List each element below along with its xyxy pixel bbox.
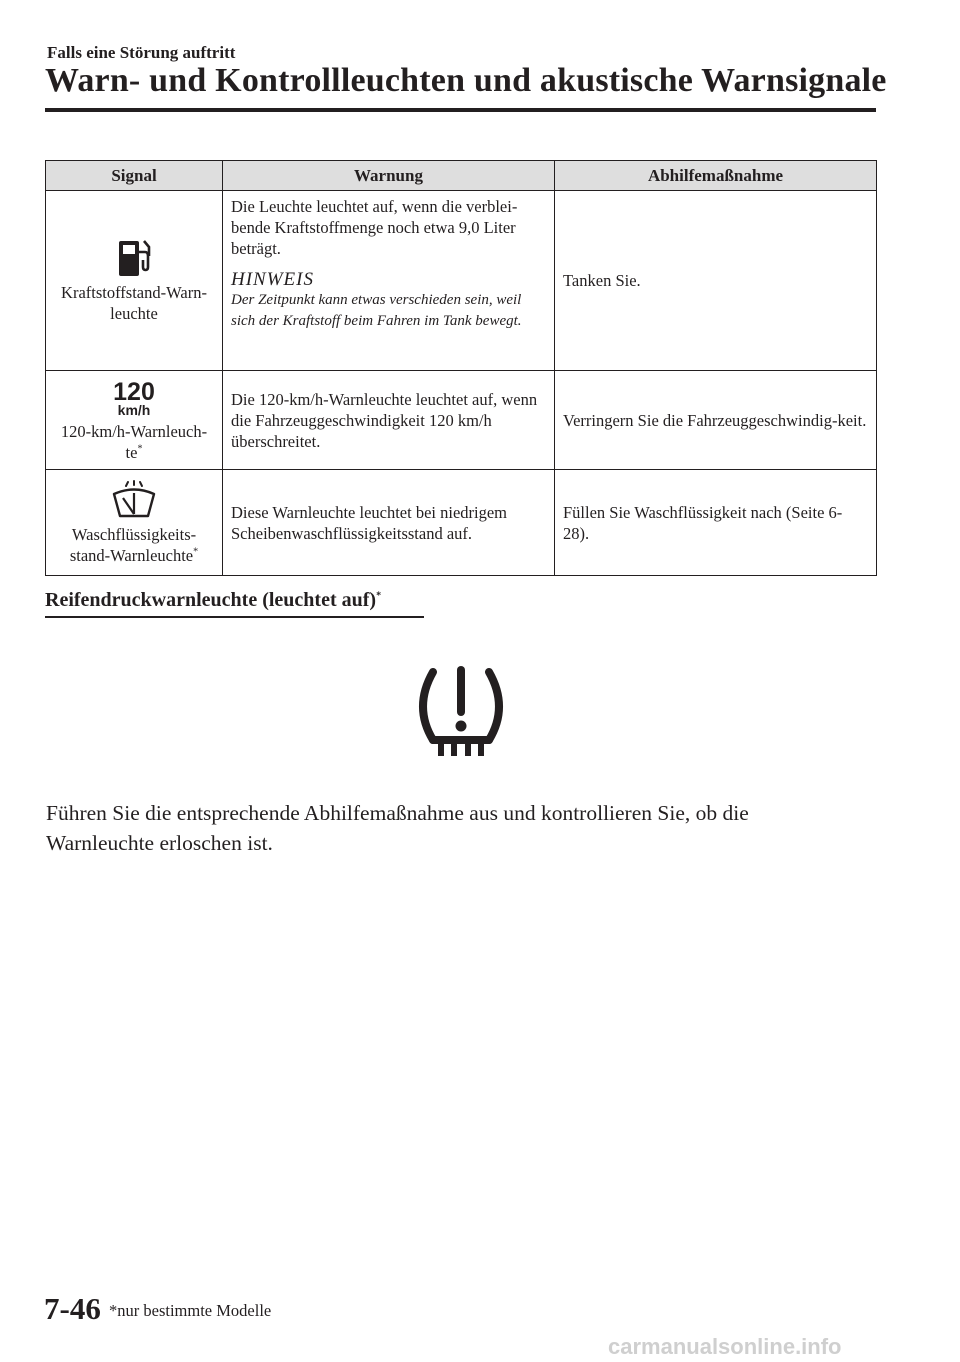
warning-cell bbox=[223, 470, 555, 576]
remedy-text: Füllen Sie Waschflüssigkeit nach (Seite 6-28). bbox=[563, 502, 843, 543]
column-header-remedy: Abhilfemaßnahme bbox=[555, 161, 877, 191]
page-title: Warn- und Kontrollleuchten und akustische Warnsignale bbox=[45, 62, 887, 99]
remedy-text: Tanken Sie. bbox=[563, 271, 641, 290]
tpms-instruction-text: Führen Sie die entsprechende Abhilfemaßnahme aus und kontrollieren Sie, ob die Warnleuchte erloschen ist. bbox=[46, 801, 749, 855]
warning-text: Die Leuchte leuchtet auf, wenn die verblei-bende Kraftstoffmenge noch etwa 9,0 Liter beträgt. bbox=[231, 197, 518, 258]
remedy-cell bbox=[555, 470, 877, 576]
footnote-mark: * bbox=[193, 546, 199, 557]
speed-icon-number: 120 bbox=[113, 378, 155, 406]
speed-120-kmh-icon bbox=[109, 377, 159, 417]
warning-cell bbox=[223, 371, 555, 470]
tpms-section-heading bbox=[45, 589, 381, 612]
column-header-warning: Warnung bbox=[223, 161, 555, 191]
footnote-mark: * bbox=[376, 590, 382, 602]
speed-icon-unit: km/h bbox=[117, 402, 151, 417]
remedy-cell bbox=[555, 371, 877, 470]
footnote-mark: * bbox=[137, 443, 143, 455]
footnote: *nur bestimmte Modelle bbox=[109, 1301, 272, 1320]
table-header-row bbox=[46, 161, 877, 191]
table-row bbox=[46, 470, 877, 576]
signal-cell bbox=[46, 191, 223, 371]
signal-name-line: Kraftstoffstand-Warn- bbox=[61, 282, 207, 302]
warning-text: Die 120-km/h-Warnleuchte leuchtet auf, wenn die Fahrzeuggeschwindigkeit 120 km/h überschreitet. bbox=[231, 389, 538, 451]
section-kicker: Falls eine Störung auftritt bbox=[47, 43, 236, 62]
remedy-text: Verringern Sie die Fahrzeuggeschwindig-keit. bbox=[563, 410, 867, 430]
table-row bbox=[46, 191, 877, 371]
warning-text: Diese Warnleuchte leuchtet bei niedrigem Scheibenwaschflüssigkeitsstand auf. bbox=[231, 502, 508, 543]
table-row bbox=[46, 371, 877, 470]
page-number: 7-46 bbox=[44, 1291, 101, 1326]
note-title: HINWEIS bbox=[231, 269, 314, 290]
warning-cell bbox=[223, 191, 555, 371]
signal-cell bbox=[46, 470, 223, 576]
title-underline bbox=[45, 108, 876, 112]
signal-name-line: 120-km/h-Warnleuch- bbox=[60, 422, 208, 441]
signal-name-line: te bbox=[125, 443, 138, 462]
watermark: carmanualsonline.info bbox=[608, 1334, 842, 1359]
warning-lights-table bbox=[45, 160, 877, 576]
note-text: Der Zeitpunkt kann etwas verschieden sein, weil sich der Kraftstoff beim Fahren im Tank bewegt. bbox=[231, 292, 522, 329]
tpms-heading-underline bbox=[45, 616, 424, 618]
column-header-signal: Signal bbox=[46, 161, 223, 191]
signal-cell bbox=[46, 371, 223, 470]
signal-name-line: leuchte bbox=[110, 303, 158, 323]
washer-fluid-icon bbox=[111, 480, 157, 520]
remedy-cell bbox=[555, 191, 877, 371]
tire-pressure-warning-icon bbox=[411, 660, 511, 760]
signal-name-line: Waschflüssigkeits- bbox=[71, 524, 197, 544]
fuel-pump-icon bbox=[114, 238, 154, 278]
tpms-heading-text: Reifendruckwarnleuchte (leuchtet auf) bbox=[45, 589, 377, 611]
signal-name-line: stand-Warnleuchte bbox=[69, 545, 194, 565]
